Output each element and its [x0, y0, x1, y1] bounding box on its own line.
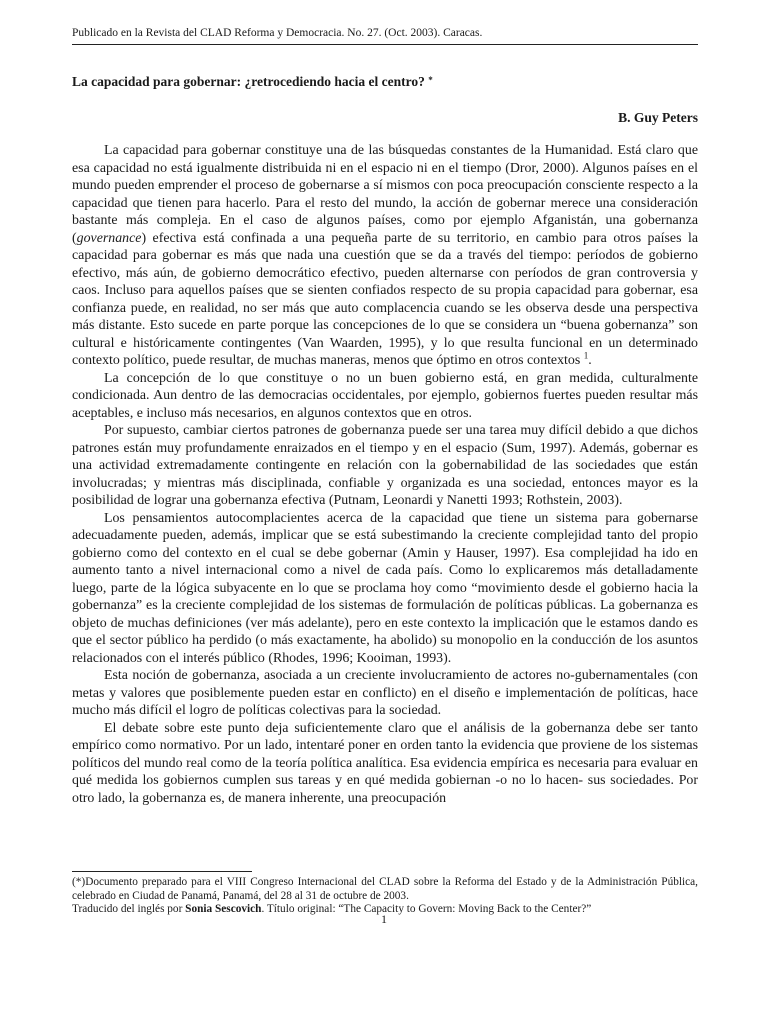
original-title: . Título original: “The Capacity to Govern: Moving Back to the Center?”	[261, 903, 592, 915]
title-footnote-mark: *	[428, 75, 433, 85]
article-title	[72, 74, 698, 90]
paragraph-1	[72, 142, 698, 370]
paragraph-3: Por supuesto, cambiar ciertos patrones de gobernanza puede ser una tarea muy difícil debido a que dichos patrones están muy profundamente enraizados en el tiempo y en el espacio (Sum, 1997). Además, gobernar es una actividad extremadamente contingente en relación con la gobernabilidad de las sociedades que están involucradas; y mientras más disciplinada, confiable y organizada es una sociedad, entonces mayor es la posibilidad de lograr una gobernanza efectiva (Putnam, Leonardi y Nanetti 1993; Rothstein, 2003).	[72, 423, 698, 508]
paragraph-2: La concepción de lo que constituye o no un buen gobierno está, en gran medida, culturalmente condicionada. Aun dentro de las democracias occidentales, por ejemplo, gobiernos fuertes pueden resultar más aceptables, e incluso más necesarios, en algunos contextos que en otros.	[72, 370, 698, 421]
paragraph-1-end: .	[588, 353, 592, 368]
header-divider	[72, 44, 698, 45]
footnote-marker: (*)	[72, 876, 86, 888]
footnote-text: Documento preparado para el VIII Congreso Internacional del CLAD sobre la Reforma del Estado y de la Administración Pública, celebrado en Ciudad de Panamá, Panamá, del 28 al 31 de octubre de 2003.	[72, 876, 698, 902]
footnote-divider	[72, 871, 252, 872]
governance-term: governance	[76, 230, 142, 246]
paragraph-1-text-a: La capacidad para gobernar constituye una de las búsquedas constantes de la Humanidad. Está claro que esa capacidad no está igualmente distribuida ni en el espacio ni en el tiempo (Dror, 2000). Algunos países en el mundo pueden emprender el proceso de gobernarse a sí mismos con poca preocupación consciente respecto a la capacidad que tienen para hacerlo. Para el resto del mundo, la acción de gobernar merece una consideración bastante más compleja. En el caso de algunos países, como por ejemplo Afganistán, una gobernanza (	[72, 143, 698, 246]
article-title-text: La capacidad para gobernar: ¿retrocediendo hacia el centro?	[72, 74, 425, 89]
publication-header: Publicado en la Revista del CLAD Reforma y Democracia. No. 27. (Oct. 2003). Caracas.	[72, 27, 483, 39]
translator-name: Sonia Sescovich	[185, 903, 262, 915]
paragraph-6: El debate sobre este punto deja suficientemente claro que el análisis de la gobernanza debe ser tanto empírico como normativo. Por un lado, intentaré poner en orden tanto la evidencia que proviene de los sistemas políticos del mundo real como de la teoría política analítica. Esa evidencia empírica es necesaria para evaluar en qué medida los gobiernos cumplen sus tareas y en qué medida gobiernan -o no lo hacen- sus sociedades. Por otro lado, la gobernanza es, de manera inherente, una preocupación	[72, 720, 698, 806]
author-name: B. Guy Peters	[618, 110, 698, 125]
translation-prefix: Traducido del inglés por	[72, 903, 186, 915]
paragraph-4: Los pensamientos autocomplacientes acerca de la capacidad que tiene un sistema para gobernarse adecuadamente pueden, además, implicar que se está subestimando la creciente complejidad tanto del propio gobierno como del contexto en el cual se debe gobernar (Amin y Hauser, 1997). Esa complejidad ha ido en aumento tanto a nivel internacional como a nivel de cada país. Como lo explicaremos más detalladamente luego, parte de la lógica subyacente en lo que se proclama hoy como “movimiento desde el gobierno hacia la gobernanza” es la creciente complejidad de los sistemas de formulación de políticas públicas. La gobernanza es objeto de muchas definiciones (ver más adelante), pero en este contexto la implicación que le estamos dando es que el sector público ha perdido (o más exactamente, ha abolido) su monopolio en la conducción de los asuntos relacionados con el interés público (Rhodes, 1996; Kooiman, 1993).	[72, 510, 698, 666]
page-number: 1	[381, 912, 387, 926]
paragraph-1-text-b: ) efectiva está confinada a una pequeña parte de su territorio, en cambio para otros países la capacidad para gobernar es más que nada una cuestión que se da a través del tiempo: períodos de gobierno efectivo, más aún, de gobierno democrático efectivo, pueden alternarse con períodos de gran controversia y caos. Incluso para aquellos países que se sienten confiados respecto de su propia capacidad para gobernar, esa confianza puede, en realidad, no ser más que auto complacencia cuando se les observa desde una perspectiva más distante. Esto sucede en parte porque las concepciones de lo que se considera un “buena gobernanza” son cultural e históricamente contingentes (Van Waarden, 1995), y lo que resulta funcional en un determinado contexto político, puede resultar, de muchas maneras, menos que óptimo en otros contextos	[72, 230, 698, 368]
footnote-reference-1[interactable]: 1	[583, 350, 589, 361]
article-body	[72, 142, 698, 807]
paragraph-5: Esta noción de gobernanza, asociada a un creciente involucramiento de actores no-gubernamentales (con metas y valores que posiblemente pueden estar en conflicto) en el diseño e implementación de políticas, hace mucho más difícil el logro de políticas colectivas para la sociedad.	[72, 668, 698, 718]
footnote-note	[72, 876, 698, 903]
footnote	[72, 876, 698, 917]
